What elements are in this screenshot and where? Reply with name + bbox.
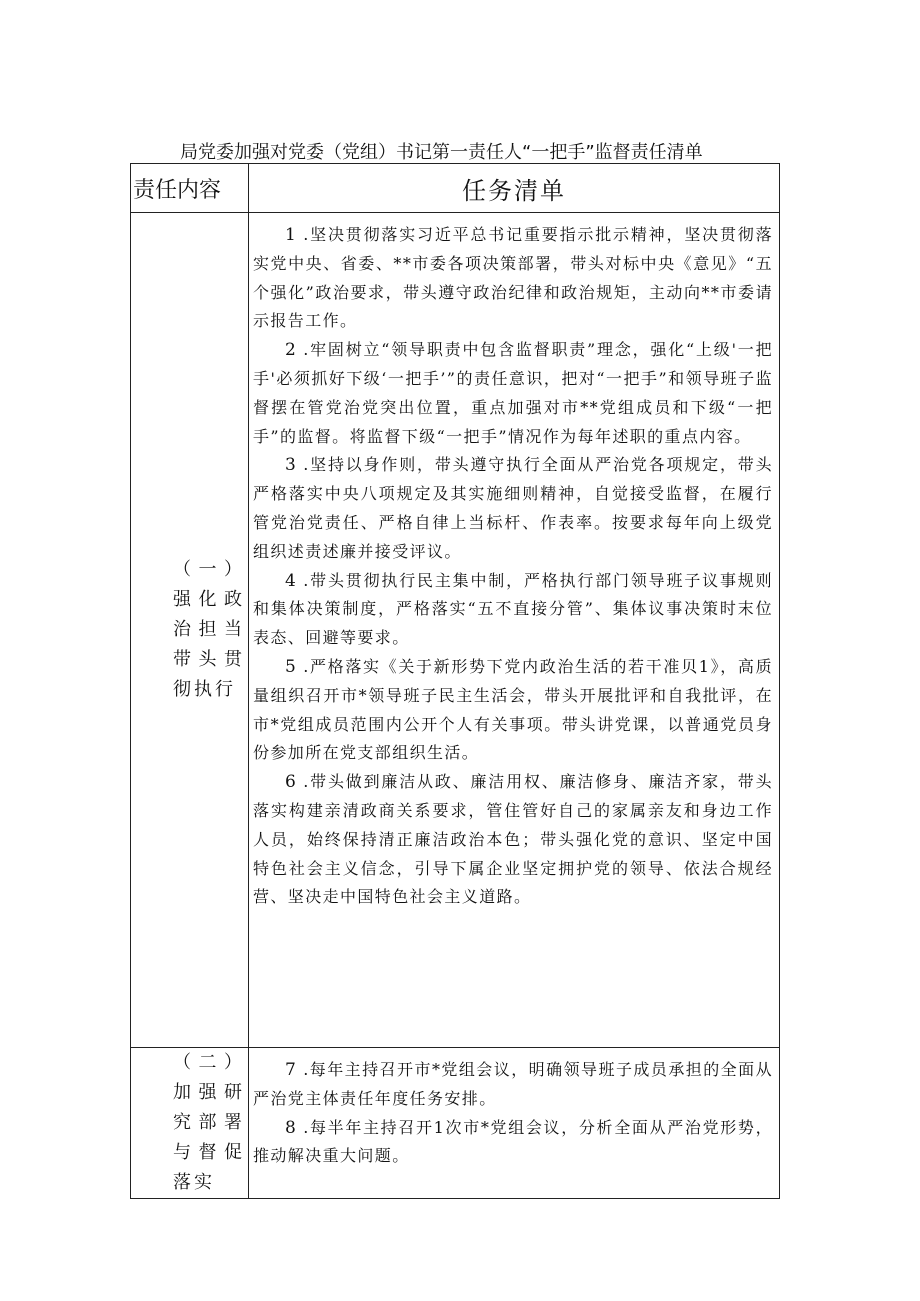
task-number: 2 — [285, 340, 298, 361]
task-text: .带头贯彻执行民主集中制，严格执行部门领导班子议事规则和集体决策制度，严格落实“五不直接分管”、集体议事决策时末位表态、回避等要求。 — [253, 570, 773, 648]
task-number: 1 — [285, 225, 298, 245]
task-item — [253, 221, 773, 336]
category-text: （一）强化政治担当带头贯彻执行 — [173, 559, 245, 700]
task-item — [253, 451, 773, 566]
task-item — [253, 1114, 773, 1172]
header-task-list: 任务清单 — [249, 164, 780, 213]
task-item — [253, 768, 773, 912]
category-text: （二）加强研究部署与督促落实 — [173, 1052, 245, 1193]
responsibility-table — [130, 163, 780, 1199]
category-cell — [131, 1048, 249, 1199]
task-number: 6 — [285, 772, 298, 793]
task-cell — [249, 213, 780, 1048]
task-text: .每半年主持召开1次市*党组会议，分析全面从严治党形势，推动解决重大问题。 — [253, 1117, 773, 1166]
task-item — [253, 336, 773, 451]
task-number: 7 — [285, 1060, 298, 1080]
task-text: .坚持以身作则，带头遵守执行全面从严治党各项规定，带头严格落实中央八项规定及其实施细则精神，自觉接受监督，在履行管党治党责任、严格自律上当标杆、作表率。按要求每年向上级党组织述责述廉并接受评议。 — [253, 455, 773, 561]
table-row — [131, 1048, 780, 1199]
task-text: .严格落实《关于新形势下党内政治生活的若干准贝1》，高质量组织召开市*领导班子民主生活会，带头开展批评和自我批评，在市*党组成员范围内公开个人有关事项。带头讲党课，以普通党员身份参加所在党支部组织生活。 — [253, 656, 773, 763]
table-header-row — [131, 164, 780, 213]
table-row — [131, 213, 780, 1048]
task-number: 4 — [285, 570, 298, 591]
task-item — [253, 567, 773, 653]
task-item — [253, 653, 773, 768]
category-cell — [131, 213, 249, 1048]
header-responsibility-content: 责任内容 — [131, 164, 249, 213]
task-number: 3 — [285, 455, 298, 476]
task-cell — [249, 1048, 780, 1199]
task-number: 8 — [285, 1117, 298, 1138]
task-text: .带头做到廉洁从政、廉洁用权、廉洁修身、廉洁齐家，带头落实构建亲清政商关系要求，管住管好自己的家属亲友和身边工作人员，始终保持清正廉洁政治本色；带头强化党的意识、坚定中国特色社会主义信念，引导下属企业坚定拥护党的领导、依法合规经营、坚决走中国特色社会主义道路。 — [253, 772, 773, 907]
task-number: 5 — [285, 656, 298, 677]
task-text: .坚决贯彻落实习近平总书记重要指示批示精神，坚决贯彻落实党中央、省委、**市委各项决策部署，带头对标中央《意见》“五个强化”政治要求，带头遵守政治纪律和政治规矩，主动向**市委请示报告工作。 — [253, 225, 773, 331]
task-text: .每年主持召开市*党组会议，明确领导班子成员承担的全面从严治党主体责任年度任务安排。 — [253, 1060, 773, 1108]
document-title: 局党委加强对党委（党组）书记第一责任人“一把手”监督责任清单 — [180, 142, 703, 163]
task-text: .牢固树立“领导职责中包含监督职责”理念，强化“上级'一把手'必须抓好下级‘一把手’”的责任意识，把对“一把手”和领导班子监督摆在管党治党突出位置，重点加强对市**党组成员和下级“一把手”的监督。将监督下级“一把手”情况作为每年述职的重点内容。 — [253, 340, 773, 446]
task-item — [253, 1056, 773, 1114]
